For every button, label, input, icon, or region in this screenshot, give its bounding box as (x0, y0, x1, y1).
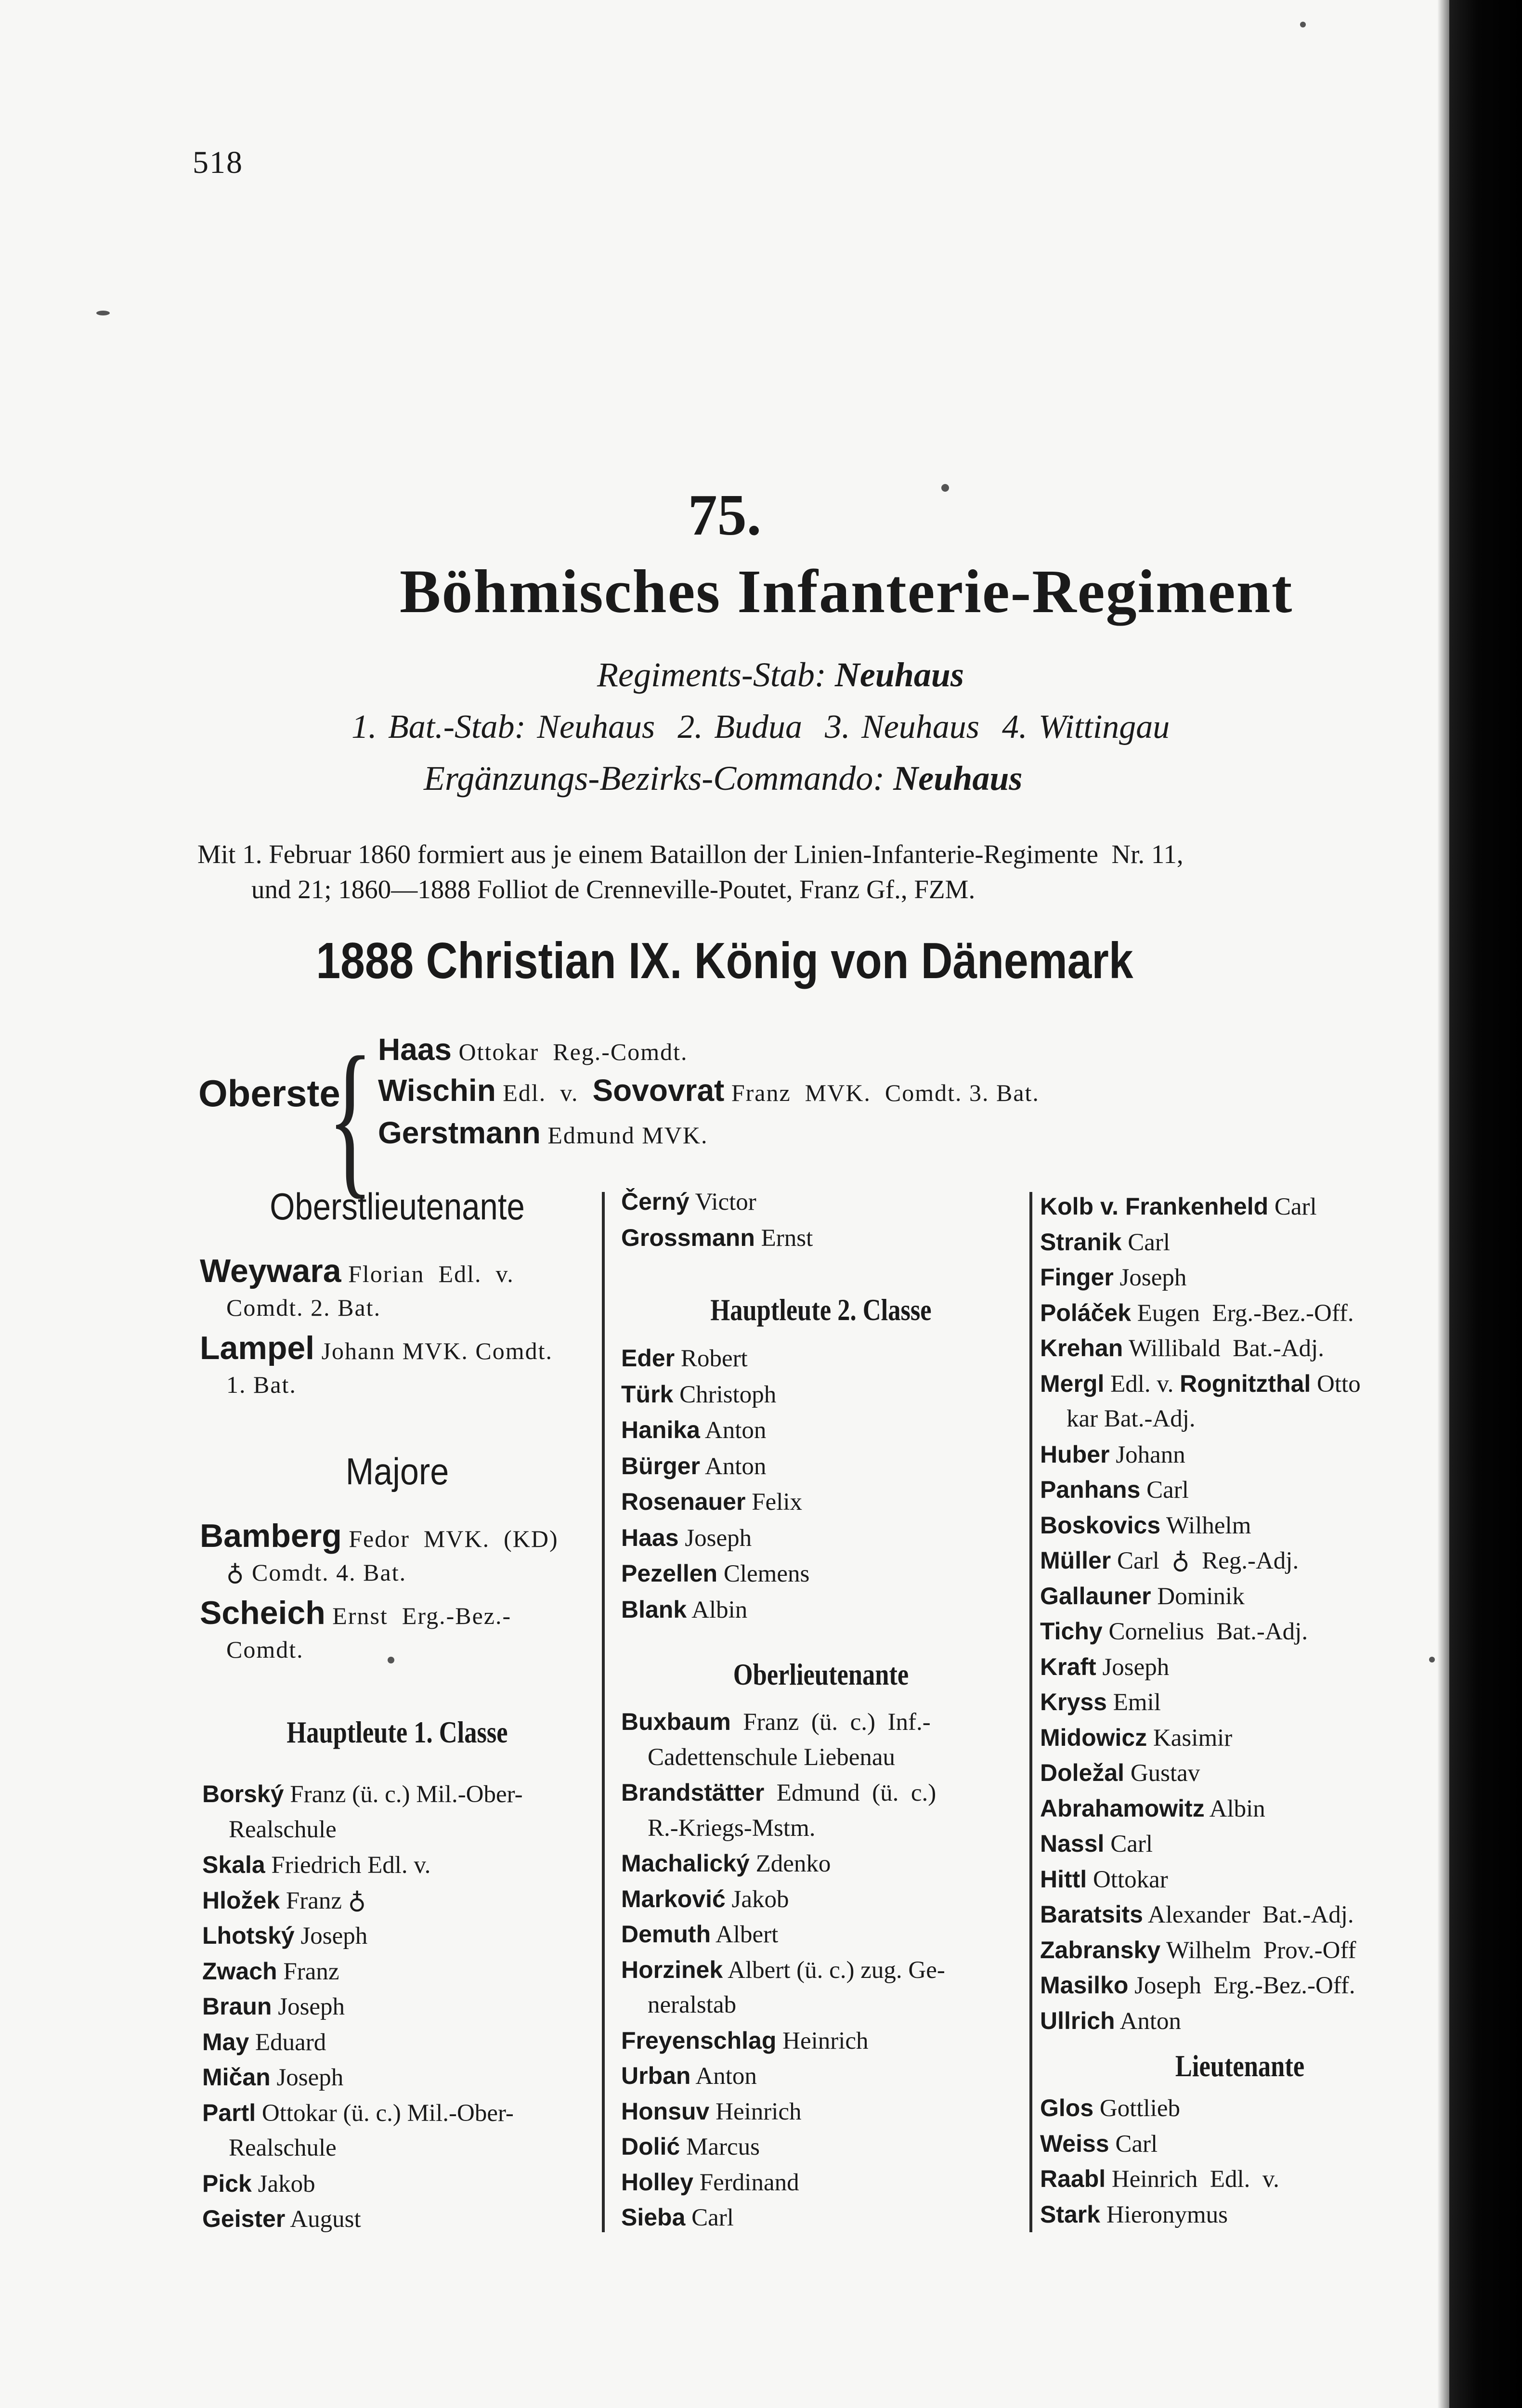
oberlieutenant-entry (621, 2205, 734, 2230)
officer-details: Anton (700, 1453, 767, 1480)
oberlieutenant-entry (621, 1887, 789, 1912)
officer-surname: Müller (1040, 1547, 1111, 1574)
officer-details: Edmund (ü. c.) (764, 1780, 937, 1806)
entry-continuation: Realschule (229, 2134, 337, 2161)
heading-hauptleute-1: Hauptleute 1. Classe (286, 1715, 508, 1749)
oberlieutenant-entry (1040, 2009, 1181, 2034)
hauptmann-1-entry (202, 2101, 514, 2126)
officer-surname: May (202, 2028, 249, 2055)
officer-surname: Pick (202, 2170, 252, 2197)
lieutenant-entry (1040, 2132, 1158, 2157)
officer-details: Gottlieb (1093, 2095, 1181, 2122)
officer-surname: Hložek (202, 1887, 280, 1914)
officer-surname: Kraft (1040, 1653, 1096, 1680)
hauptmann-1-entry (202, 1888, 366, 1913)
entry-continuation: Cadettenschule Liebenau (648, 1744, 896, 1771)
stab-label: Regiments-Stab: (597, 655, 826, 694)
officer-surname: Lhotský (202, 1922, 295, 1949)
officer-details: Ernst Erg.-Bez.- (325, 1602, 512, 1629)
officer-surname: Brandstätter (621, 1779, 765, 1806)
officer-details: Ottokar (1087, 1866, 1168, 1893)
page-edge-shadow (1437, 0, 1451, 2408)
officer-details: Cornelius Bat.-Adj. (1102, 1618, 1308, 1645)
oberlieutenant-entry (1040, 1619, 1308, 1644)
officer-surname: Lampel (200, 1330, 315, 1366)
major-entry (200, 1597, 511, 1629)
entry-continuation: Comdt. 2. Bat. (226, 1294, 381, 1321)
officer-details: Johann MVK. Comdt. (314, 1337, 553, 1364)
page-number: 518 (193, 145, 243, 180)
hauptmann-1-entry (202, 1994, 345, 2019)
officer-details: Carl ♁ Reg.-Adj. (1111, 1547, 1299, 1574)
oberst-name: Haas (378, 1032, 452, 1067)
officer-surname: Stark (1040, 2201, 1101, 2228)
officer-details: Willibald Bat.-Adj. (1123, 1335, 1324, 1362)
bataillon-stab-line (351, 708, 1170, 746)
officer-surname: Eder (621, 1345, 675, 1372)
officer-surname: Partl (202, 2099, 256, 2126)
officer-details: Anton (690, 2063, 757, 2090)
major-entry (200, 1519, 559, 1552)
scan-speck (941, 484, 949, 492)
officer-details: Carl (1140, 1477, 1189, 1504)
hauptmann-1-entry (621, 1190, 756, 1215)
officer-surname: Haas (621, 1524, 679, 1551)
oberlieutenant-entry (1040, 1478, 1189, 1503)
officer-details: Anton (700, 1417, 767, 1444)
regiments-stab-line (597, 655, 964, 695)
officer-surname: Hittl (1040, 1866, 1087, 1893)
officer-details: Albert (ü. c.) zug. Ge- (723, 1957, 945, 1984)
hauptmann-2-entry (621, 1490, 802, 1515)
officer-surname: Weiss (1040, 2130, 1109, 2157)
officer-surname: Rosenauer (621, 1488, 746, 1515)
officer-surname: Freyenschlag (621, 2027, 777, 2054)
officer-surname: Bamberg (200, 1518, 342, 1554)
officer-details: Joseph (272, 1993, 345, 2020)
hauptmann-1-entry (202, 1853, 430, 1878)
oberlieutenant-entry (1040, 1902, 1354, 1927)
officer-details: Ottokar (ü. c.) Mil.-Ober- (256, 2100, 514, 2127)
hauptmann-1-entry (202, 1959, 339, 1984)
officer-surname: Tichy (1040, 1618, 1103, 1645)
oberlieutenant-entry (1040, 1832, 1153, 1857)
officer-surname: Masilko (1040, 1972, 1129, 1999)
hauptmann-1-entry (621, 1226, 813, 1251)
entry-continuation: kar Bat.-Adj. (1067, 1405, 1196, 1432)
oberst-details: Edmund MVK. (540, 1122, 708, 1149)
oberlieutenant-entry (621, 1958, 945, 1983)
hauptmann-1-entry (202, 2172, 315, 2197)
officer-details: Joseph (270, 2064, 344, 2091)
oberlieutenant-entry (1040, 1265, 1186, 1290)
oberlieutenant-entry (1040, 1796, 1265, 1821)
officer-details: Franz (ü. c.) Mil.-Ober- (284, 1781, 523, 1808)
officer-surname: Abrahamowitz (1040, 1795, 1205, 1822)
officer-details: Eduard (249, 2029, 326, 2056)
officer-details: Marcus (680, 2133, 760, 2160)
officer-surname: Midowicz (1040, 1724, 1147, 1751)
officer-details: Gustav (1124, 1760, 1200, 1787)
oberst-entry (378, 1032, 688, 1067)
officer-surname: Honsuv (621, 2098, 710, 2125)
entry-continuation: neralstab (648, 1991, 737, 2018)
hauptmann-2-entry (621, 1526, 752, 1551)
officer-details: Kasimir (1147, 1725, 1233, 1752)
officer-details: Eugen Erg.-Bez.-Off. (1131, 1300, 1354, 1327)
entry-continuation: 1. Bat. (226, 1371, 297, 1398)
oberlieutenant-entry (621, 2064, 757, 2089)
officer-surname: Blank (621, 1596, 687, 1623)
hauptmann-2-entry (621, 1597, 747, 1623)
oberlieutenant-entry (1040, 1372, 1361, 1397)
officer-details: Christoph (673, 1381, 777, 1408)
hauptmann-2-entry (621, 1382, 776, 1407)
column-rule-2 (1029, 1192, 1032, 2232)
oberstlieutenant-entry (200, 1255, 514, 1287)
officer-surname: Demuth (621, 1921, 711, 1948)
oberlieutenant-entry (1040, 1301, 1354, 1326)
officer-details: Emil (1107, 1689, 1161, 1716)
officer-details: Albin (1204, 1795, 1265, 1822)
officer-surname: Raabl (1040, 2165, 1106, 2192)
lieutenant-entry (1040, 2202, 1228, 2227)
officer-surname: Pezellen (621, 1560, 718, 1587)
heading-hauptleute-2: Hauptleute 2. Classe (710, 1293, 932, 1327)
ergaenzung-line (424, 759, 1022, 798)
officer-details: Jakob (251, 2171, 315, 2198)
scan-speck (388, 1657, 394, 1663)
officer-surname: Boskovics (1040, 1512, 1161, 1539)
scan-speck (1429, 1657, 1435, 1662)
officer-surname: Scheich (200, 1595, 325, 1631)
officer-details: Joseph (1096, 1654, 1170, 1681)
officer-details: Carl (1121, 1229, 1171, 1256)
scan-border (1449, 0, 1522, 2408)
oberst-name: Wischin (378, 1073, 496, 1108)
oberst-entry (378, 1115, 708, 1151)
oberlieutenant-entry (1040, 1336, 1324, 1361)
officer-surname: Borský (202, 1780, 284, 1807)
history-line-1: Mit 1. Februar 1860 formiert aus je einem Bataillon der Linien-Infanterie-Regimente Nr. 11, (197, 839, 1184, 869)
officer-details: Ernst (754, 1225, 813, 1252)
officer-surname: Skala (202, 1851, 265, 1878)
officer-surname: Holley (621, 2169, 694, 2196)
hauptmann-1-entry (202, 1782, 523, 1807)
officer-surname: Krehan (1040, 1335, 1123, 1361)
officer-surname: Ullrich (1040, 2007, 1115, 2034)
officer-details: Edl. v. (1104, 1371, 1180, 1398)
ergaenzung-place: Neuhaus (893, 759, 1023, 798)
oberlieutenant-entry (1040, 1938, 1356, 1963)
officer-surname: Zwach (202, 1958, 277, 1985)
hauptmann-2-entry (621, 1418, 766, 1443)
officer-surname: Panhans (1040, 1476, 1141, 1503)
officer-surname: Mergl (1040, 1370, 1105, 1397)
oberlieutenant-entry (1040, 1230, 1170, 1255)
officer-details: Anton (1115, 2008, 1182, 2035)
bataillone-label: 1. Bat.-Stab: (351, 708, 526, 746)
oberlieutenant-entry (621, 1851, 831, 1876)
officer-surname: Weywara (200, 1253, 341, 1289)
officer-surname: Kolb v. Frankenheld (1040, 1193, 1269, 1220)
officer-details: Heinrich (709, 2098, 802, 2125)
oberlieutenant-entry (1040, 1584, 1245, 1609)
oberst-name: Sovovrat (592, 1073, 725, 1108)
officer-details: Otto (1311, 1371, 1361, 1398)
officer-details: Florian Edl. v. (341, 1260, 514, 1287)
heading-oberstlieutenante: Oberstlieutenante (270, 1185, 525, 1228)
officer-surname: Bürger (621, 1453, 700, 1479)
officer-surname: Glos (1040, 2094, 1094, 2121)
regiment-name: Böhmisches Infanterie-Regiment (400, 557, 1293, 626)
hauptmann-2-entry (621, 1454, 766, 1479)
scan-speck (96, 311, 110, 315)
oberlieutenant-entry (1040, 1867, 1168, 1892)
oberste-label: Oberste (198, 1072, 340, 1114)
oberlieutenant-entry (621, 2028, 869, 2054)
oberst-name: Gerstmann (378, 1115, 541, 1150)
oberlieutenant-entry (621, 1922, 778, 1947)
officer-details: Felix (745, 1489, 803, 1516)
officer-surname: Sieba (621, 2204, 686, 2231)
oberlieutenant-entry (1040, 1513, 1251, 1538)
lieutenant-entry (1040, 2167, 1279, 2192)
entry-continuation: ♁ Comdt. 4. Bat. (226, 1559, 407, 1586)
stab-place: Neuhaus (834, 655, 964, 694)
officer-details: Carl (685, 2204, 734, 2231)
officer-details: Joseph (294, 1923, 368, 1950)
officer-surname: Huber (1040, 1441, 1110, 1468)
oberst-entry (378, 1073, 1040, 1108)
scan-speck (1300, 22, 1306, 27)
officer-surname: Kryss (1040, 1688, 1107, 1715)
inhaber-title: 1888 Christian IX. König von Dänemark (316, 932, 1133, 989)
entry-continuation: Realschule (229, 1816, 337, 1843)
officer-details: Jakob (725, 1886, 789, 1913)
officer-details: Heinrich (776, 2028, 869, 2055)
oberlieutenant-entry (621, 1710, 931, 1735)
ergaenzung-label: Ergänzungs-Bezirks-Commando: (424, 759, 885, 798)
oberlieutenant-entry (1040, 1442, 1185, 1467)
oberlieutenant-entry (1040, 1973, 1355, 1998)
oberlieutenant-entry (1040, 1655, 1169, 1680)
oberlieutenant-entry (621, 2134, 760, 2159)
officer-details: Carl (1104, 1831, 1153, 1858)
officer-surname: Zabransky (1040, 1937, 1161, 1963)
officer-details: Hieronymus (1100, 2201, 1228, 2228)
history-line-2: und 21; 1860—1888 Folliot de Crenneville-Poutet, Franz Gf., FZM. (251, 875, 976, 904)
officer-details: Albert (711, 1921, 779, 1948)
officer-details: Carl (1268, 1193, 1317, 1220)
officer-details: Victor (689, 1189, 756, 1216)
hauptmann-1-entry (202, 1924, 367, 1949)
hauptmann-1-entry (202, 2207, 361, 2232)
officer-details: Franz ♁ (280, 1887, 366, 1914)
lieutenant-entry (1040, 2096, 1180, 2121)
officer-surname: Gallauner (1040, 1583, 1151, 1610)
heading-majore: Majore (345, 1450, 449, 1492)
oberstlieutenant-entry (200, 1332, 553, 1364)
oberst-details: Edl. v. (495, 1079, 593, 1106)
oberlieutenant-entry (1040, 1690, 1161, 1715)
officer-details: Joseph Erg.-Bez.-Off. (1128, 1972, 1355, 1999)
officer-surname: Grossmann (621, 1224, 755, 1251)
oberlieutenant-entry (621, 2099, 802, 2124)
officer-details: Wilhelm Prov.-Off (1160, 1937, 1356, 1964)
officer-details: Johann (1109, 1441, 1185, 1468)
officer-surname: Stranik (1040, 1229, 1122, 1256)
entry-continuation: R.-Kriegs-Mstm. (648, 1815, 816, 1842)
oberlieutenant-entry (1040, 1548, 1299, 1573)
officer-surname: Buxbaum (621, 1708, 731, 1735)
oberlieutenant-entry (1040, 1761, 1200, 1786)
oberst-details: Franz MVK. Comdt. 3. Bat. (724, 1079, 1040, 1106)
officer-details: Robert (675, 1345, 748, 1372)
officer-surname: Urban (621, 2062, 691, 2089)
officer-surname: Mičan (202, 2064, 271, 2091)
officer-details: Joseph (1113, 1264, 1187, 1291)
officer-details: Wilhelm (1160, 1512, 1251, 1539)
hauptmann-1-entry (202, 2065, 343, 2090)
oberlieutenant-entry (1040, 1194, 1317, 1219)
officer-surname: Poláček (1040, 1299, 1132, 1326)
regiment-number: 75. (688, 483, 762, 548)
officer-surname: Machalický (621, 1850, 750, 1877)
hauptmann-2-entry (621, 1346, 748, 1371)
officer-details: Albin (687, 1597, 748, 1623)
officer-details: Alexander Bat.-Adj. (1143, 1901, 1354, 1928)
officer-details: Fedor MVK. (KD) (341, 1525, 559, 1552)
column-rule-1 (602, 1192, 605, 2232)
officer-details: Ferdinand (693, 2169, 799, 2196)
oberlieutenant-entry (621, 1780, 936, 1806)
officer-details: August (285, 2206, 361, 2233)
officer-surname: Finger (1040, 1264, 1114, 1291)
officer-surname: Horzinek (621, 1956, 723, 1983)
hauptmann-1-entry (202, 2030, 326, 2055)
officer-surname: Rognitzthal (1180, 1370, 1311, 1397)
officer-details: Dominik (1151, 1583, 1245, 1610)
bataillone-places: Neuhaus 2. Budua 3. Neuhaus 4. Wittingau (537, 708, 1170, 746)
officer-details: Clemens (717, 1560, 810, 1587)
officer-surname: Dolić (621, 2133, 680, 2160)
officer-surname: Hanika (621, 1416, 700, 1443)
officer-details: Friedrich Edl. v. (265, 1852, 431, 1879)
entry-continuation: Comdt. (226, 1636, 304, 1663)
heading-lieutenante: Lieutenante (1175, 2049, 1305, 2083)
officer-details: Zdenko (749, 1850, 831, 1877)
officer-details: Franz (277, 1958, 339, 1985)
officer-surname: Braun (202, 1993, 272, 2020)
officer-details: Franz (ü. c.) Inf.- (730, 1709, 931, 1736)
officer-surname: Doležal (1040, 1759, 1125, 1786)
officer-surname: Marković (621, 1885, 726, 1912)
officer-surname: Černý (621, 1188, 689, 1215)
oberst-details: Ottokar Reg.-Comdt. (452, 1038, 688, 1065)
officer-surname: Türk (621, 1381, 674, 1408)
oberlieutenant-entry (1040, 1726, 1232, 1751)
officer-details: Joseph (678, 1525, 752, 1552)
officer-surname: Baratsits (1040, 1901, 1143, 1928)
officer-surname: Geister (202, 2205, 286, 2232)
hauptmann-2-entry (621, 1561, 809, 1586)
officer-surname: Nassl (1040, 1830, 1105, 1857)
heading-oberlieutenante: Oberlieutenante (733, 1657, 909, 1691)
officer-details: Heinrich Edl. v. (1106, 2166, 1279, 2193)
curly-brace: { (327, 1021, 374, 1213)
oberlieutenant-entry (621, 2170, 799, 2195)
officer-details: Carl (1109, 2131, 1158, 2158)
